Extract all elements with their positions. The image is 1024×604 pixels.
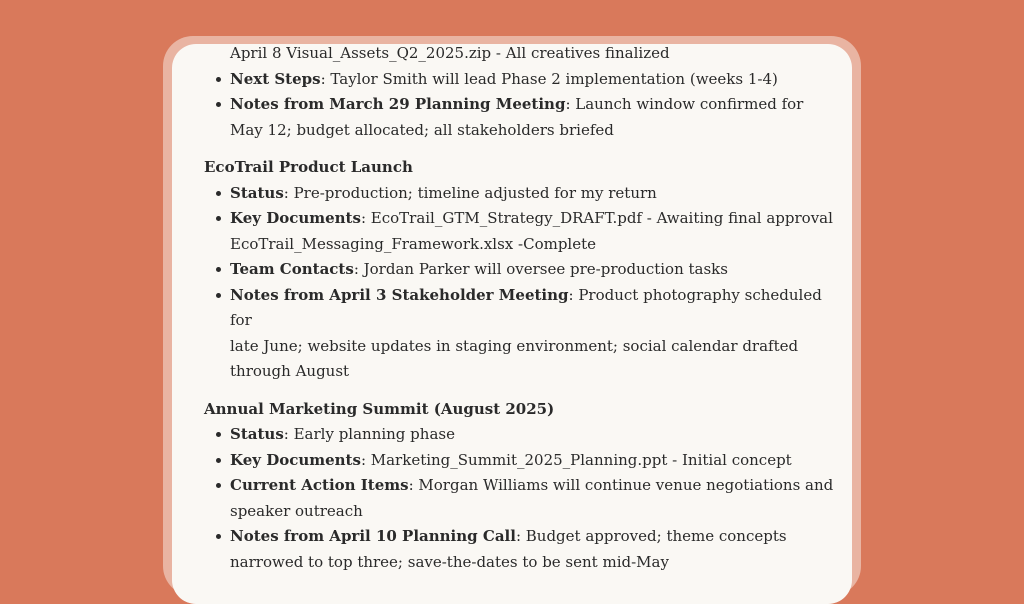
item-text-line2: EcoTrail_Messaging_Framework.xlsx -Complete: [230, 234, 597, 253]
item-text-line2: speaker outreach: [230, 501, 363, 520]
list-item-key-documents: [230, 448, 834, 474]
item-text-line2: narrowed to top three; save-the-dates to be sent mid-May: [230, 552, 669, 571]
list-item-notes-april-10: [230, 524, 834, 575]
section-title-marketing-summit: Annual Marketing Summit (August 2025): [204, 399, 555, 418]
list-item-next-steps: [230, 67, 834, 93]
section-ecotrail-list: [204, 181, 834, 385]
item-label: Notes from April 10 Planning Call: [230, 527, 516, 545]
item-label: Current Action Items: [230, 476, 409, 494]
list-item-key-documents: [230, 206, 834, 257]
item-label: Notes from March 29 Planning Meeting: [230, 95, 566, 113]
section-title-ecotrail: EcoTrail Product Launch: [204, 158, 413, 176]
list-item-current-action-items: [230, 473, 834, 524]
document-content: [204, 44, 834, 575]
item-text: : Taylor Smith will lead Phase 2 implementation (weeks 1-4): [320, 69, 778, 88]
section-previous-list: [204, 44, 834, 143]
item-text-line2: May 12; budget allocated; all stakeholders briefed: [230, 120, 614, 139]
item-text: : Pre-production; timeline adjusted for my return: [283, 183, 657, 202]
list-item-team-contacts: [230, 257, 834, 283]
item-text-line2: late June; website updates in staging environment; social calendar drafted: [230, 336, 799, 355]
document-card: [172, 44, 852, 604]
item-text-line3: through August: [230, 362, 350, 380]
item-text: : Morgan Williams will continue venue negotiations and: [408, 476, 834, 494]
list-item-continuation: April 8 Visual_Assets_Q2_2025.zip - All creatives finalized: [230, 44, 670, 62]
list-item-notes-march-29: [230, 92, 834, 143]
item-label: Notes from April 3 Stakeholder Meeting: [230, 285, 569, 304]
item-label: Status: [230, 183, 284, 202]
item-text: : Jordan Parker will oversee pre-production tasks: [353, 260, 728, 278]
item-label: Next Steps: [230, 69, 321, 88]
item-text: : Budget approved; theme concepts: [515, 527, 787, 545]
item-label: Key Documents: [230, 209, 361, 227]
list-item-status: [230, 181, 834, 207]
item-label: Key Documents: [230, 450, 361, 469]
section-summit-list: [204, 422, 834, 575]
item-label: Team Contacts: [230, 260, 354, 278]
item-text: : Marketing_Summit_2025_Planning.ppt - Initial concept: [360, 450, 792, 469]
item-label: Status: [230, 425, 284, 443]
item-text: : EcoTrail_GTM_Strategy_DRAFT.pdf - Awaiting final approval: [360, 209, 833, 227]
item-text: : Product photography scheduled for: [230, 285, 822, 329]
list-item-status: [230, 422, 834, 448]
list-item-notes-april-3: [230, 283, 834, 385]
item-text: : Launch window confirmed for: [565, 95, 804, 113]
item-text: : Early planning phase: [283, 425, 455, 443]
